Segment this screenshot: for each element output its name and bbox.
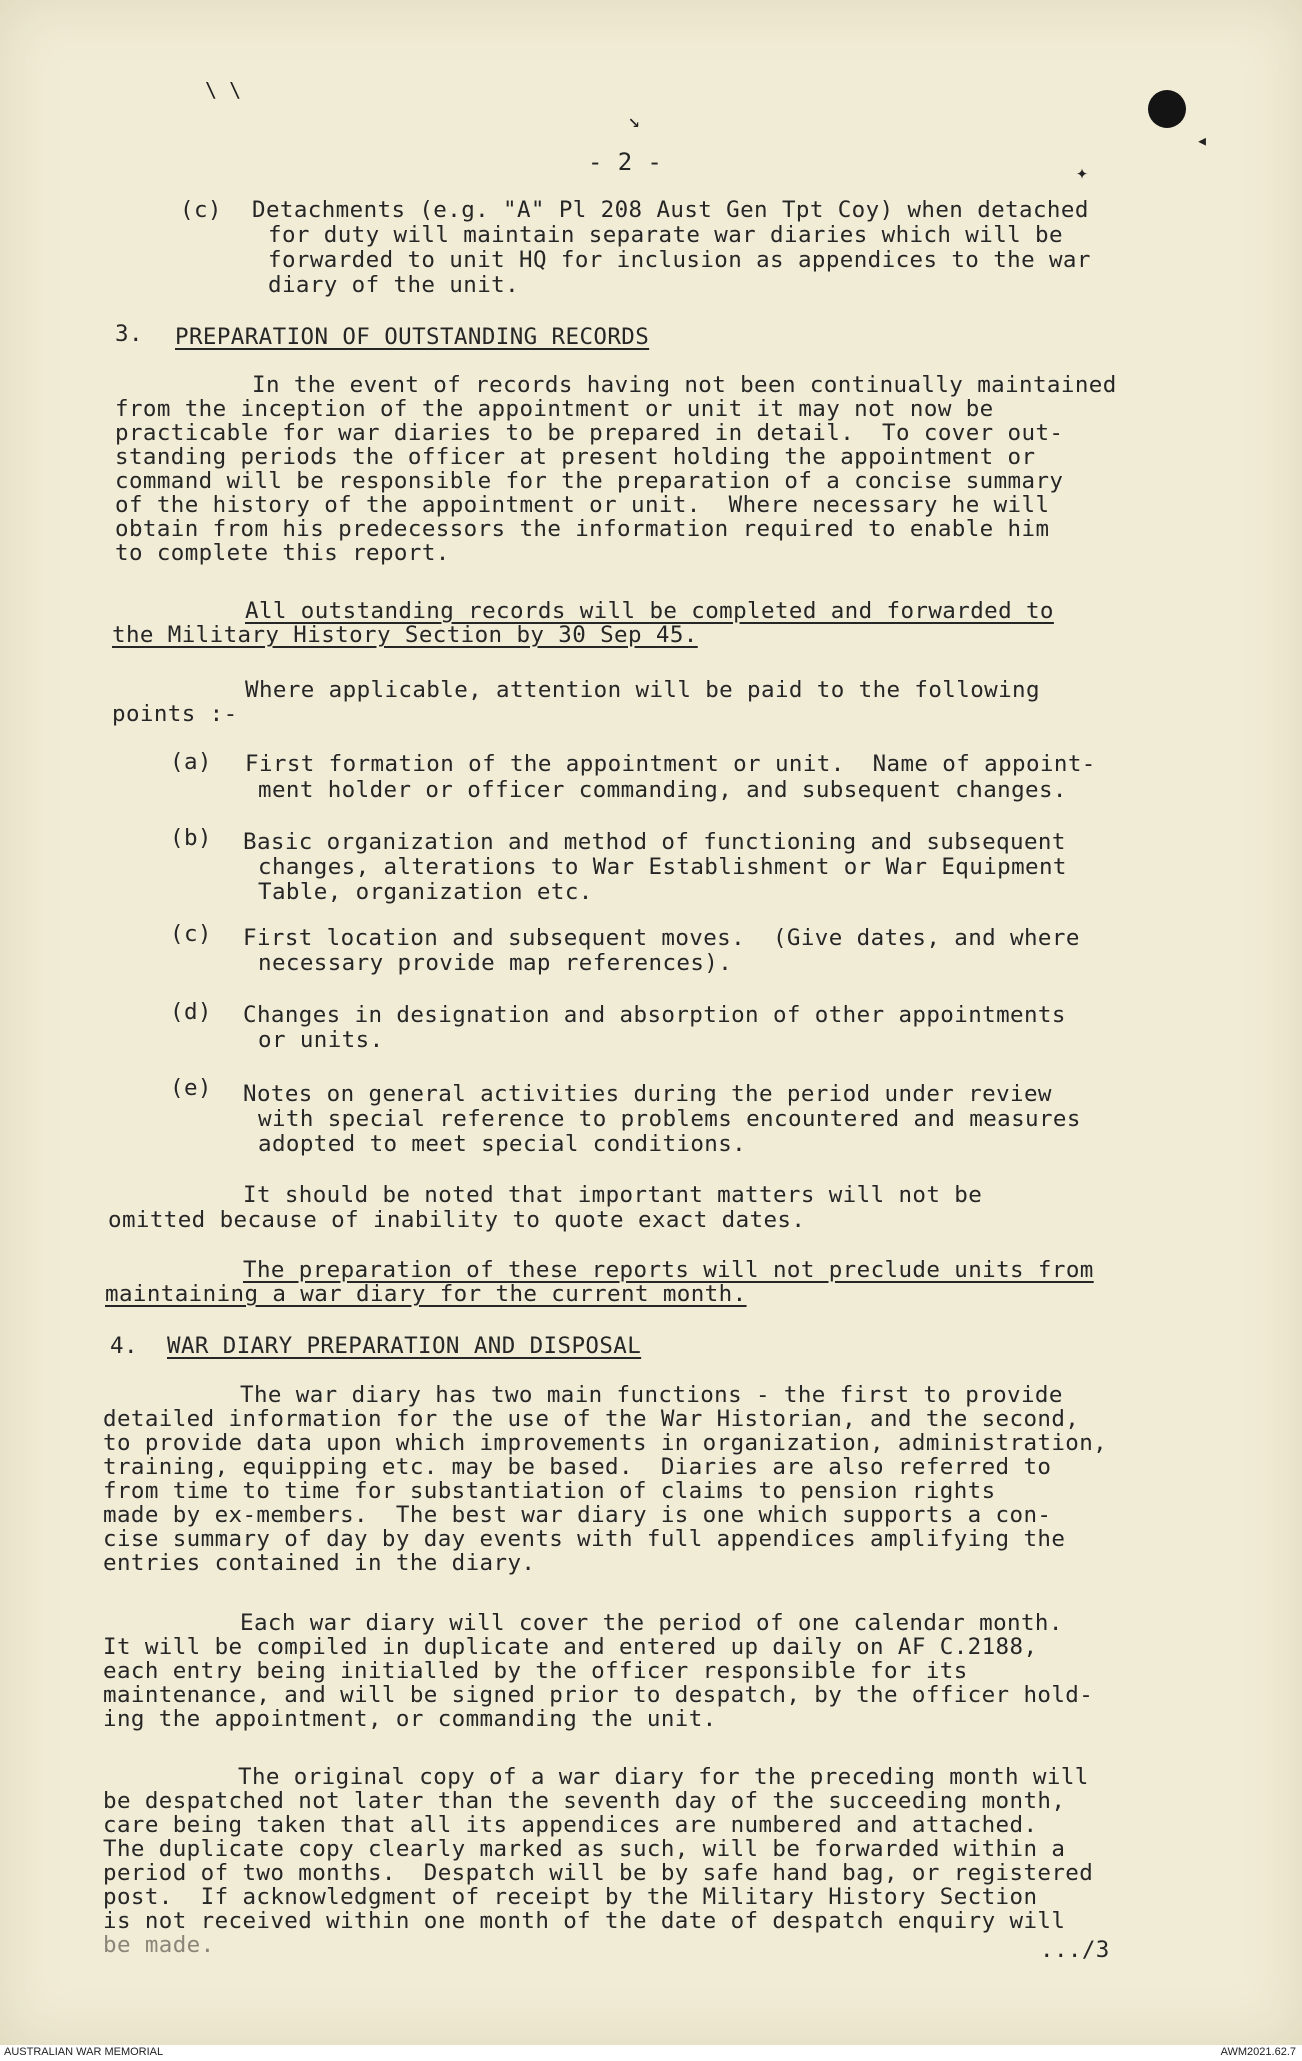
paragraph-line: from time to time for substantiation of claims to pension rights [103,1478,996,1504]
point-line: ment holder or officer commanding, and subsequent changes. [258,777,1067,803]
footer-right: AWM2021.62.7 [1220,2046,1296,2058]
paragraph-line: The war diary has two main functions - the first to provide [240,1382,1063,1408]
continuation-marker: .../3 [1040,1937,1110,1963]
point-line: Changes in designation and absorption of other appointments [243,1002,1066,1028]
paragraph-line: to complete this report. [115,540,450,566]
ink-mark: ✦ [1076,160,1089,184]
point-line: First formation of the appointment or unit. Name of appoint- [245,751,1096,777]
paragraph-line: In the event of records having not been continually maintained [252,372,1117,398]
paragraph-line: training, equipping etc. may be based. Diaries are also referred to [103,1454,1052,1480]
paragraph-line: All outstanding records will be completed and forwarded to [245,598,1054,624]
ink-mark: ↘ [628,108,641,132]
point-line: with special reference to problems encountered and measures [258,1106,1081,1132]
paragraph-line: It should be noted that important matters will not be [243,1182,983,1208]
footer-left: AUSTRALIAN WAR MEMORIAL [4,2046,164,2058]
paragraph-line: care being taken that all its appendices are numbered and attached. [103,1812,1038,1838]
section-heading: PREPARATION OF OUTSTANDING RECORDS [175,324,650,350]
point-line: necessary provide map references). [258,950,733,976]
section-number: 3. [115,321,143,347]
paragraph-line: ing the appointment, or commanding the unit. [103,1706,717,1732]
paragraph-line: the Military History Section by 30 Sep 45. [112,622,698,648]
point-line: Table, organization etc. [258,879,593,905]
paragraph-line: It will be compiled in duplicate and entered up daily on AF C.2188, [103,1634,1038,1660]
paragraph-line: obtain from his predecessors the information required to enable him [115,516,1050,542]
paragraph-line: of the history of the appointment or unit. Where necessary he will [115,492,1050,518]
paragraph-line: The duplicate copy clearly marked as such, will be forwarded within a [103,1836,1066,1862]
point-line: Basic organization and method of functioning and subsequent [243,829,1066,855]
paragraph-line: Each war diary will cover the period of one calendar month. [240,1610,1063,1636]
item-line: forwarded to unit HQ for inclusion as appendices to the war [268,247,1091,273]
paragraph-line: The original copy of a war diary for the preceding month will [238,1764,1089,1790]
paragraph-line: cise summary of day by day events with full appendices amplifying the [103,1526,1066,1552]
paragraph-line: each entry being initialled by the officer responsible for its [103,1658,968,1684]
point-label: (b) [170,825,212,851]
item-line: diary of the unit. [268,272,520,298]
paragraph-line: practicable for war diaries to be prepared in detail. To cover out- [115,420,1064,446]
point-line: First location and subsequent moves. (Give dates, and where [243,925,1080,951]
ink-mark: ◂ [1196,128,1209,152]
paragraph-line: Where applicable, attention will be paid to the following [245,677,1040,703]
paragraph-line: omitted because of inability to quote exact dates. [108,1207,806,1233]
paragraph-line: maintaining a war diary for the current month. [105,1281,747,1307]
point-line: adopted to meet special conditions. [258,1131,747,1157]
section-number: 4. [110,1333,138,1359]
point-line: changes, alterations to War Establishment or War Equipment [258,854,1067,880]
item-label: (c) [180,197,222,223]
paragraph-line: be despatched not later than the seventh day of the succeeding month, [103,1788,1066,1814]
punch-hole [1148,90,1186,128]
section-heading: WAR DIARY PREPARATION AND DISPOSAL [167,1333,642,1359]
item-line: Detachments (e.g. "A" Pl 208 Aust Gen Tpt Coy) when detached [252,197,1089,223]
page-number: - 2 - [588,148,663,176]
paragraph-line: be made. [103,1932,215,1958]
point-label: (e) [170,1075,212,1101]
paragraph-line: maintenance, and will be signed prior to despatch, by the officer hold- [103,1682,1094,1708]
paragraph-line: command will be responsible for the preparation of a concise summary [115,468,1064,494]
paragraph-line: period of two months. Despatch will be by safe hand bag, or registered [103,1860,1094,1886]
paragraph-line: from the inception of the appointment or unit it may not now be [115,396,994,422]
paragraph-line: post. If acknowledgment of receipt by the Military History Section [103,1884,1038,1910]
item-line: for duty will maintain separate war diaries which will be [268,222,1063,248]
paragraph-line: points :- [112,701,238,727]
paragraph-line: The preparation of these reports will not preclude units from [243,1257,1094,1283]
paragraph-line: is not received within one month of the date of despatch enquiry will [103,1908,1066,1934]
paragraph-line: detailed information for the use of the War Historian, and the second, [103,1406,1080,1432]
point-label: (a) [170,749,212,775]
point-line: Notes on general activities during the period under review [243,1081,1052,1107]
point-label: (c) [170,921,212,947]
paragraph-line: to provide data upon which improvements in organization, administration, [103,1430,1108,1456]
archive-footer [0,2045,1302,2061]
paragraph-line: made by ex-members. The best war diary is one which supports a con- [103,1502,1052,1528]
point-line: or units. [258,1027,384,1053]
paragraph-line: entries contained in the diary. [103,1550,536,1576]
point-label: (d) [170,999,212,1025]
paragraph-line: standing periods the officer at present holding the appointment or [115,444,1036,470]
ink-mark: \ \ [205,78,242,102]
